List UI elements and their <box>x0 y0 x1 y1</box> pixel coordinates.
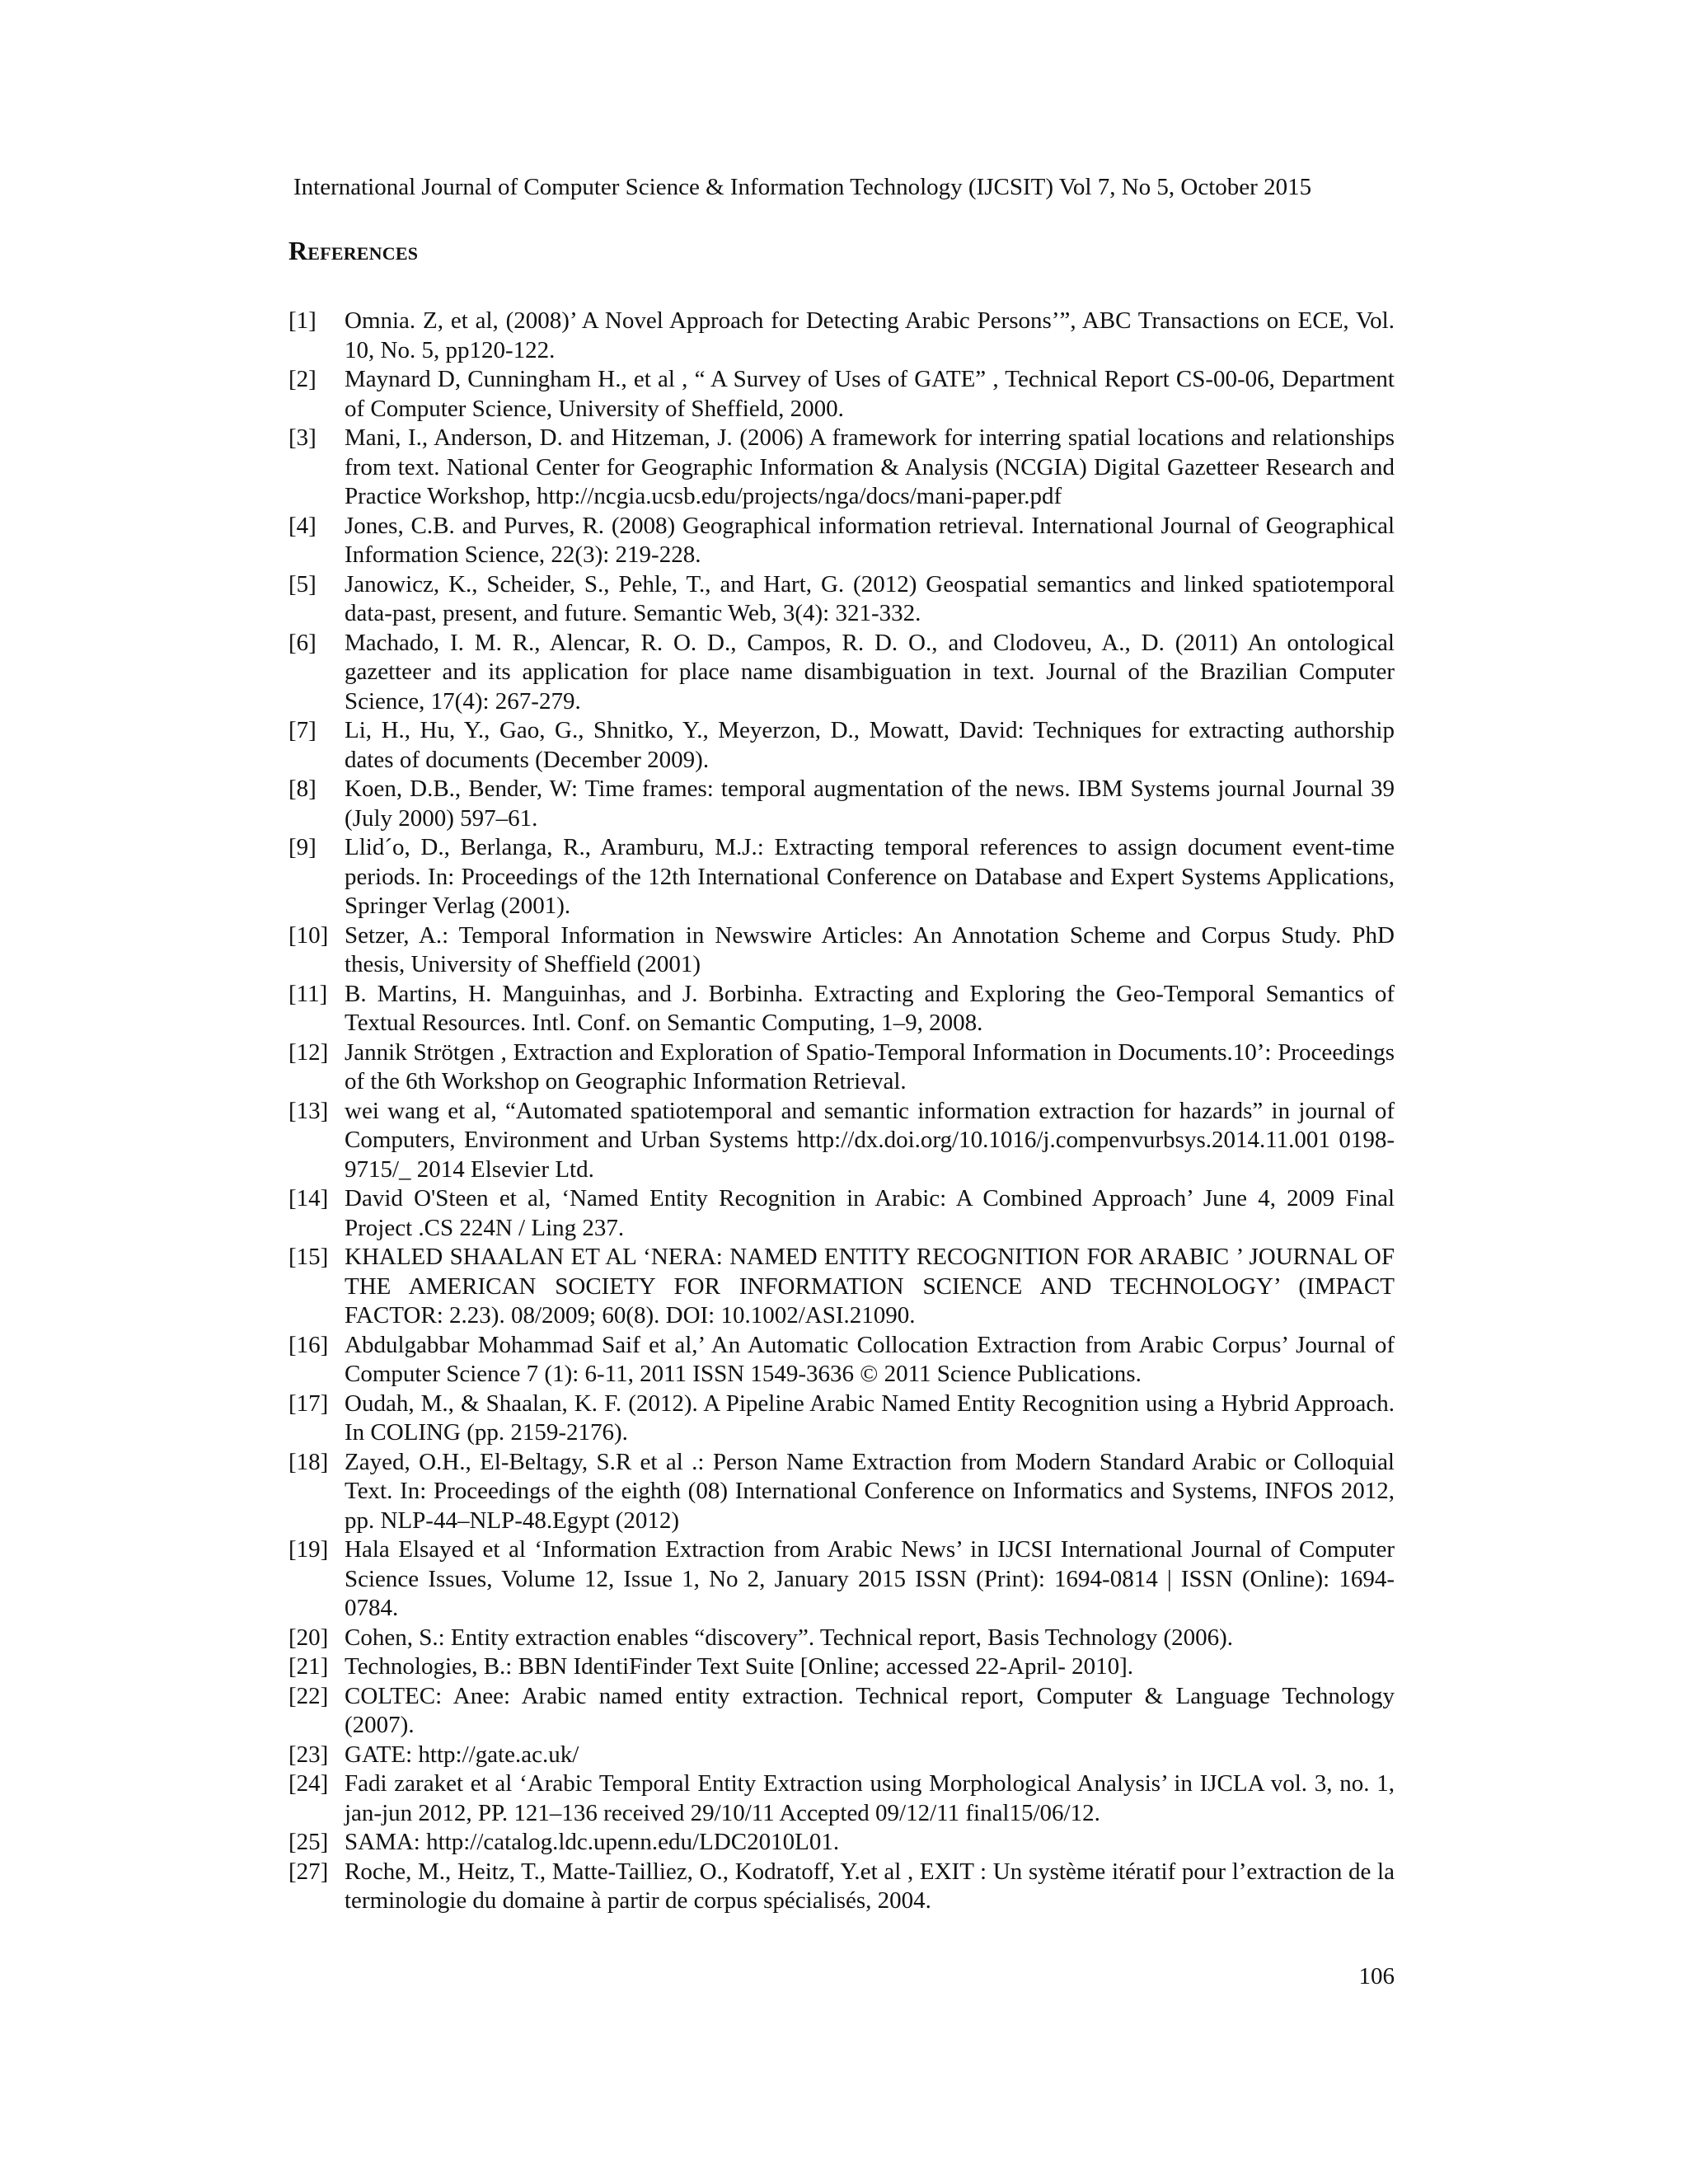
reference-item <box>288 307 1395 365</box>
reference-item <box>288 512 1395 570</box>
reference-number: [10] <box>288 921 329 949</box>
reference-number: [14] <box>288 1185 329 1212</box>
reference-text: Cohen, S.: Entity extraction enables “discovery”. Technical report, Basis Technology (2006). <box>345 1624 1234 1651</box>
reference-number: [22] <box>288 1682 329 1709</box>
reference-item <box>288 1097 1395 1185</box>
reference-text: Jones, C.B. and Purves, R. (2008) Geographical information retrieval. International Journal of Geographical Information Science, 22(3): 219-228. <box>345 512 1395 568</box>
reference-item <box>288 629 1395 717</box>
reference-number: [4] <box>288 512 316 539</box>
reference-number: [9] <box>288 834 316 860</box>
reference-item <box>288 980 1395 1038</box>
reference-item <box>288 921 1395 980</box>
reference-item <box>288 1769 1395 1828</box>
reference-number: [16] <box>288 1331 329 1358</box>
reference-item <box>288 424 1395 512</box>
reference-item <box>288 1448 1395 1536</box>
reference-number: [13] <box>288 1097 329 1124</box>
reference-text: Hala Elsayed et al ‘Information Extraction from Arabic News’ in IJCSI International Journal of Computer Science Issues, Volume 12, Issue 1, No 2, January 2015 ISSN (Print): 1694-0814 | ISSN (Online): 1694-0784. <box>345 1536 1395 1621</box>
reference-number: [17] <box>288 1390 329 1417</box>
reference-number: [6] <box>288 629 316 656</box>
reference-item <box>288 1682 1395 1741</box>
reference-item <box>288 1535 1395 1624</box>
reference-text: Janowicz, K., Scheider, S., Pehle, T., and Hart, G. (2012) Geospatial semantics and linked spatiotemporal data-past, present, and future. Semantic Web, 3(4): 321-332. <box>345 570 1395 626</box>
reference-text: Oudah, M., & Shaalan, K. F. (2012). A Pipeline Arabic Named Entity Recognition using a Hybrid Approach. In COLING (pp. 2159-2176). <box>345 1390 1395 1446</box>
reference-text: Llid´o, D., Berlanga, R., Aramburu, M.J.: Extracting temporal references to assign document event-time periods. In: Proceedings of the 12th International Conference on Database and Expert Systems Applications, Springer Verlag (2001). <box>345 834 1395 919</box>
section-heading: References <box>288 236 419 265</box>
reference-text: SAMA: http://catalog.ldc.upenn.edu/LDC2010L01. <box>345 1829 840 1855</box>
reference-text: B. Martins, H. Manguinhas, and J. Borbinha. Extracting and Exploring the Geo-Temporal Semantics of Textual Resources. Intl. Conf. on Semantic Computing, 1–9, 2008. <box>345 980 1395 1036</box>
reference-text: COLTEC: Anee: Arabic named entity extraction. Technical report, Computer & Language Technology (2007). <box>345 1682 1395 1738</box>
reference-item <box>288 570 1395 629</box>
reference-text: Maynard D, Cunningham H., et al , “ A Survey of Uses of GATE” , Technical Report CS-00-06, Department of Computer Science, University of Sheffield, 2000. <box>345 366 1395 422</box>
reference-number: [21] <box>288 1653 329 1680</box>
reference-item <box>288 1828 1395 1858</box>
reference-text: Abdulgabbar Mohammad Saif et al,’ An Automatic Collocation Extraction from Arabic Corpus’ Journal of Computer Science 7 (1): 6-11, 2011 ISSN 1549-3636 © 2011 Science Publications. <box>345 1331 1395 1387</box>
reference-list <box>288 307 1395 1916</box>
reference-number: [8] <box>288 776 316 802</box>
reference-item <box>288 716 1395 775</box>
reference-number: [19] <box>288 1536 329 1563</box>
reference-number: [3] <box>288 424 316 451</box>
reference-number: [23] <box>288 1741 329 1768</box>
reference-text: Roche, M., Heitz, T., Matte-Tailliez, O., Kodratoff, Y.et al , EXIT : Un système itératif pour l’extraction de la terminologie du domaine à partir de corpus spécialisés, 2004. <box>345 1858 1395 1914</box>
reference-text: Koen, D.B., Bender, W: Time frames: temporal augmentation of the news. IBM Systems journal Journal 39 (July 2000) 597–61. <box>345 776 1395 832</box>
reference-item <box>288 833 1395 921</box>
reference-item <box>288 1741 1395 1770</box>
reference-number: [7] <box>288 717 316 743</box>
reference-text: KHALED SHAALAN ET AL ‘NERA: NAMED ENTITY RECOGNITION FOR ARABIC ’ JOURNAL OF THE AMERICAN SOCIETY FOR INFORMATION SCIENCE AND TECHNOLOGY’ (IMPACT FACTOR: 2.23). 08/2009; 60(8). DOI: 10.1002/ASI.21090. <box>345 1244 1395 1329</box>
reference-number: [5] <box>288 570 316 598</box>
reference-item <box>288 365 1395 424</box>
reference-text: Omnia. Z, et al, (2008)’ A Novel Approach for Detecting Arabic Persons’”, ABC Transactions on ECE, Vol. 10, No. 5, pp120-122. <box>345 307 1395 363</box>
reference-item <box>288 1184 1395 1243</box>
reference-number: [2] <box>288 366 316 392</box>
reference-text: Zayed, O.H., El-Beltagy, S.R et al .: Person Name Extraction from Modern Standard Arabic or Colloquial Text. In: Proceedings of the eighth (08) International Conference on Informatics and Systems, INFOS 2012, pp. NLP-44–NLP-48.Egypt (2012) <box>345 1448 1395 1534</box>
reference-number: [1] <box>288 307 316 334</box>
reference-number: [25] <box>288 1829 329 1855</box>
reference-item <box>288 1652 1395 1682</box>
reference-item <box>288 1038 1395 1097</box>
reference-text: David O'Steen et al, ‘Named Entity Recognition in Arabic: A Combined Approach’ June 4, 2009 Final Project .CS 224N / Ling 237. <box>345 1185 1395 1241</box>
reference-number: [11] <box>288 980 328 1007</box>
reference-number: [24] <box>288 1770 329 1797</box>
reference-item <box>288 1390 1395 1448</box>
reference-text: Mani, I., Anderson, D. and Hitzeman, J. (2006) A framework for interring spatial locations and relationships from text. National Center for Geographic Information & Analysis (NCGIA) Digital Gazetteer Research and Practice Workshop, http://ncgia.ucsb.edu/projects/nga/docs/mani-paper.pdf <box>345 424 1395 509</box>
reference-number: [20] <box>288 1624 329 1651</box>
reference-number: [18] <box>288 1448 329 1475</box>
reference-item <box>288 1858 1395 1916</box>
reference-number: [27] <box>288 1858 329 1885</box>
reference-item <box>288 1624 1395 1653</box>
reference-text: Technologies, B.: BBN IdentiFinder Text Suite [Online; accessed 22-April- 2010]. <box>345 1653 1134 1680</box>
page-number: 106 <box>1358 1963 1395 1990</box>
reference-number: [15] <box>288 1244 329 1270</box>
reference-text: wei wang et al, “Automated spatiotemporal and semantic information extraction for hazards” in journal of Computers, Environment and Urban Systems http://dx.doi.org/10.1016/j.compenvurbsys.2014.11.001 0198-9715/_ 2014 Elsevier Ltd. <box>345 1097 1395 1183</box>
reference-text: Setzer, A.: Temporal Information in Newswire Articles: An Annotation Scheme and Corpus Study. PhD thesis, University of Sheffield (2001) <box>345 921 1395 977</box>
reference-number: [12] <box>288 1038 329 1066</box>
reference-text: Jannik Strötgen , Extraction and Exploration of Spatio-Temporal Information in Documents.10’: Proceedings of the 6th Workshop on Geographic Information Retrieval. <box>345 1038 1395 1094</box>
reference-text: Li, H., Hu, Y., Gao, G., Shnitko, Y., Meyerzon, D., Mowatt, David: Techniques for extracting authorship dates of documents (December 2009). <box>345 717 1395 773</box>
reference-item <box>288 1331 1395 1390</box>
reference-item <box>288 775 1395 833</box>
reference-text: Machado, I. M. R., Alencar, R. O. D., Campos, R. D. O., and Clodoveu, A., D. (2011) An ontological gazetteer and its application for place name disambiguation in text. Journal of the Brazilian Computer Science, 17(4): 267-279. <box>345 629 1395 715</box>
reference-text: GATE: http://gate.ac.uk/ <box>345 1741 579 1768</box>
running-header: International Journal of Computer Science & Information Technology (IJCSIT) Vol 7, No 5, October 2015 <box>293 174 1312 200</box>
reference-text: Fadi zaraket et al ‘Arabic Temporal Entity Extraction using Morphological Analysis’ in IJCLA vol. 3, no. 1, jan-jun 2012, PP. 121–136 received 29/10/11 Accepted 09/12/11 final15/06/12. <box>345 1770 1395 1826</box>
reference-item <box>288 1243 1395 1331</box>
